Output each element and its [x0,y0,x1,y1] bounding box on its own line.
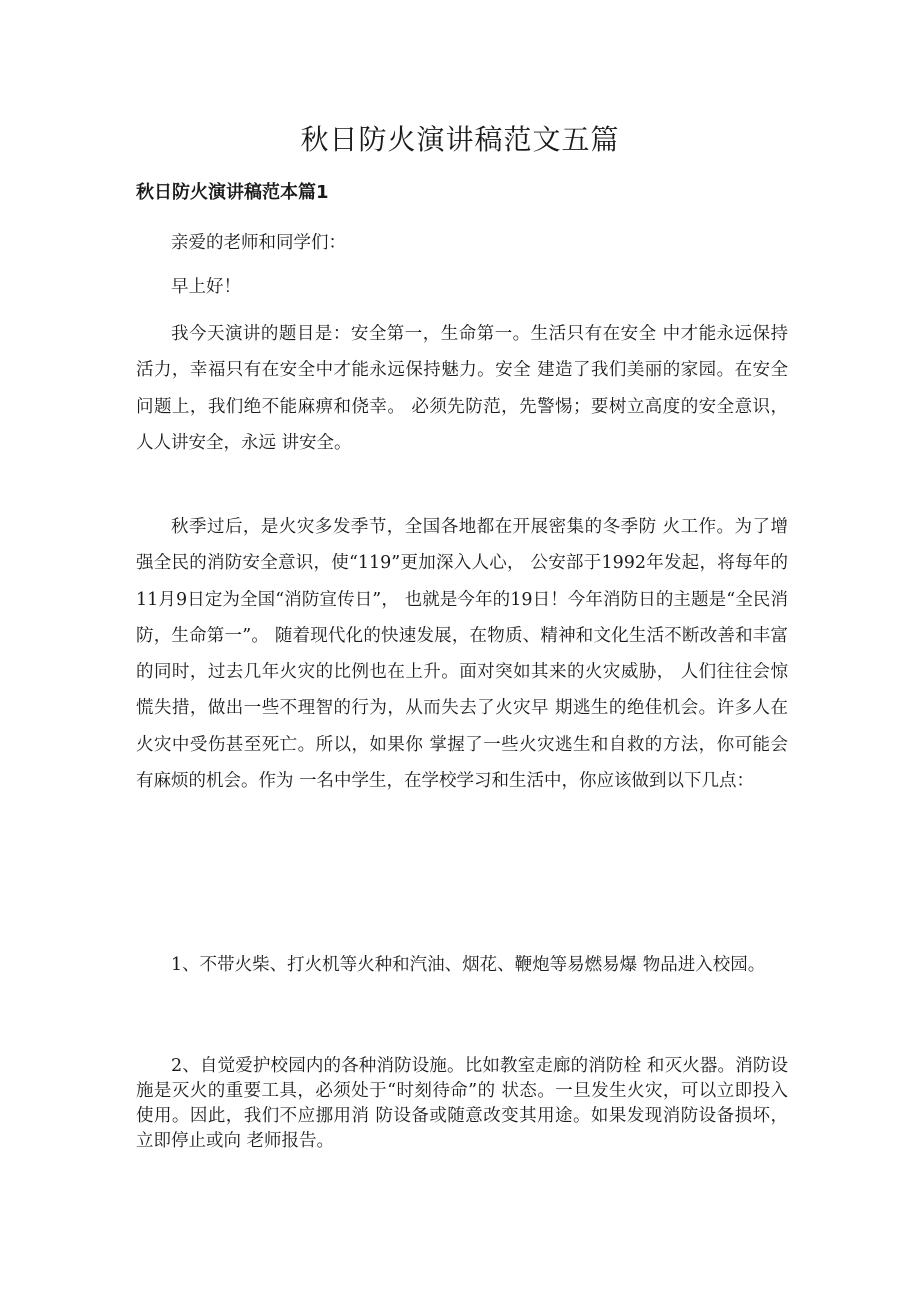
section-heading: 秋日防火演讲稿范本篇1 [136,182,329,203]
paragraph-morning: 早上好！ [171,277,241,297]
document-title: 秋日防火演讲稿范文五篇 [300,123,620,156]
paragraph-point-2: 2、自觉爱护校园内的各种消防设施。比如教室走廊的消防栓 和灭火器。消防设施是灭火的重要工具，必须处于“时刻待命”的 状态。一旦发生火灾，可以立即投入使用。因此，我们不应挪用消 防设备或随意改变其用途。如果发现消防设备损坏，立即停止或向 老师报告。 [136,1056,788,1151]
paragraph-greeting: 亲爱的老师和同学们： [171,233,346,253]
paragraph-autumn-fire: 秋季过后，是火灾多发季节，全国各地都在开展密集的冬季防 火工作。为了增强全民的消防安全意识，使“119”更加深入人心， 公安部于1992年发起，将每年的11月9日定为全国“消防宣传日”， 也就是今年的19日！今年消防日的主题是“全民消防，生命第一”。 随着现代化的快速发展，在物质、精神和文化生活不断改善和丰富 的同时，过去几年火灾的比例也在上升。面对突如其来的火灾威胁， 人们往往会惊慌失措，做出一些不理智的行为，从而失去了火灾早 期逃生的绝佳机会。许多人在火灾中受伤甚至死亡。所以，如果你 掌握了一些火灾逃生和自救的方法，你可能会有麻烦的机会。作为 一名中学生，在学校学习和生活中，你应该做到以下几点： [136,517,788,792]
paragraph-topic: 我今天演讲的题目是：安全第一，生命第一。生活只有在安全 中才能永远保持活力，幸福只有在安全中才能永远保持魅力。安全 建造了我们美丽的家园。在安全问题上，我们绝不能麻痹和侥幸。 必须先防范，先警惕；要树立高度的安全意识，人人讲安全，永远 讲安全。 [136,324,788,453]
paragraph-point-1: 1、不带火柴、打火机等火种和汽油、烟花、鞭炮等易燃易爆 物品进入校园。 [171,955,766,975]
